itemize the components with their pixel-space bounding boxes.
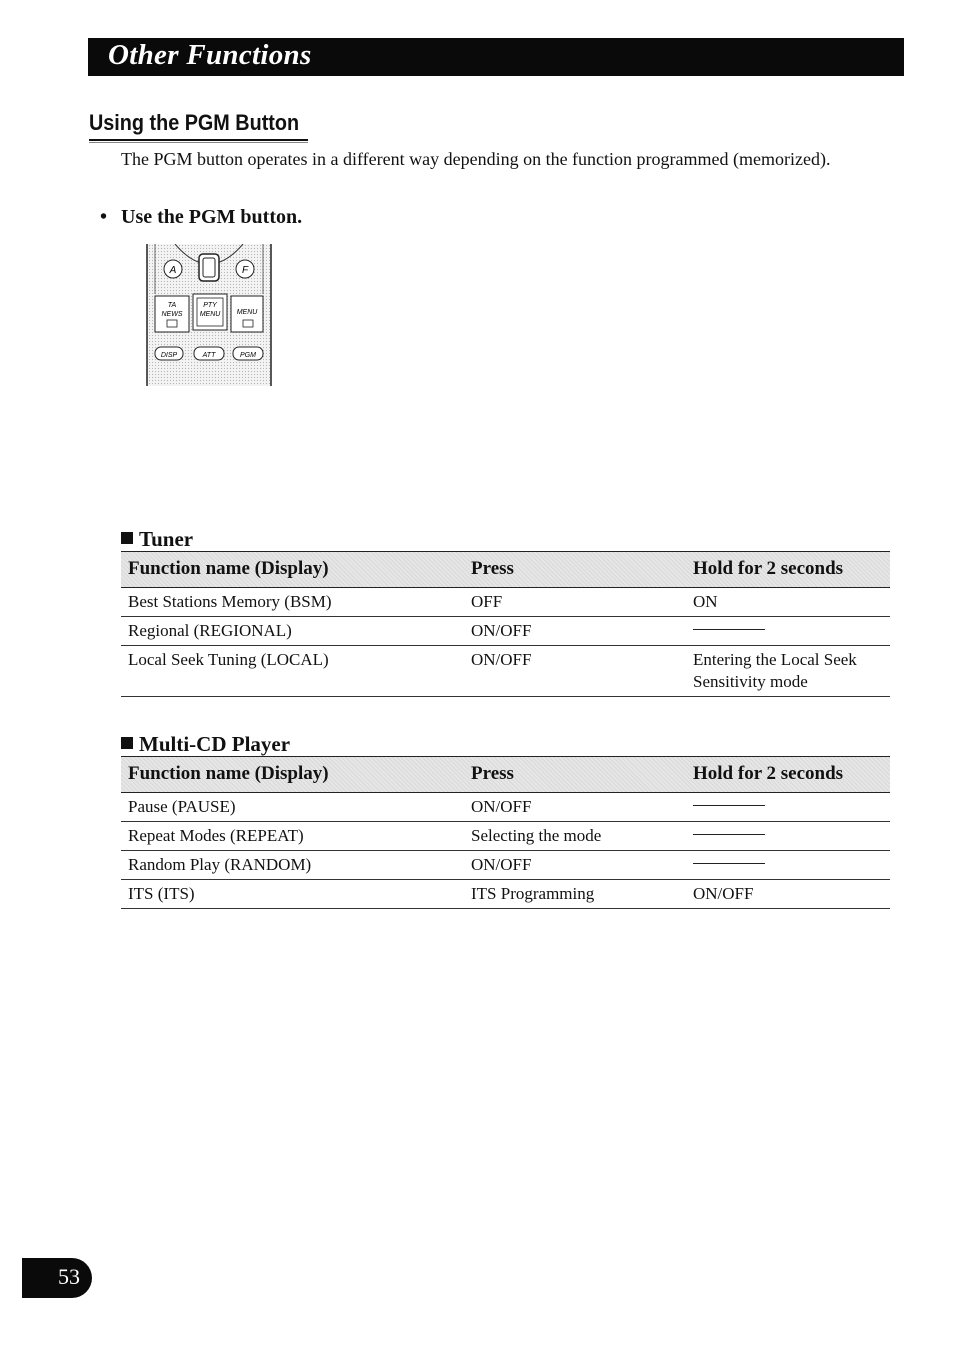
chapter-banner — [88, 38, 904, 76]
title-underline-shadow — [89, 142, 308, 143]
remote-control-illustration — [145, 244, 273, 386]
svg-text:ATT: ATT — [202, 352, 216, 359]
page-number-tab — [22, 1258, 92, 1298]
dash-mark — [693, 629, 765, 630]
svg-text:PGM: PGM — [240, 352, 256, 359]
att-button-icon — [194, 347, 224, 360]
svg-text:A: A — [169, 265, 177, 276]
tuner-table — [121, 551, 890, 697]
table-row — [121, 617, 890, 646]
cell-hold: ON/OFF — [693, 884, 754, 903]
title-underline — [89, 139, 308, 141]
cell-hold-empty — [693, 854, 765, 876]
cell-press: ON/OFF — [471, 650, 532, 669]
dash-mark — [693, 834, 765, 835]
cell-hold: ON — [693, 592, 718, 611]
cell-function-name: ITS (ITS) — [128, 884, 195, 903]
tuner-table-header — [121, 551, 890, 588]
cell-function-name: Regional (REGIONAL) — [128, 621, 292, 640]
chapter-title: Other Functions — [108, 39, 312, 71]
header-function-name: Function name (Display) — [128, 558, 329, 579]
cell-press: ON/OFF — [471, 855, 532, 874]
svg-text:TA: TA — [167, 302, 177, 309]
svg-text:MENU: MENU — [236, 309, 258, 316]
cell-hold-empty — [693, 620, 765, 642]
ta-news-button-icon — [155, 296, 189, 332]
cell-function-name: Local Seek Tuning (LOCAL) — [128, 650, 329, 669]
pgm-button-icon — [233, 347, 263, 360]
f-button-icon — [236, 260, 254, 278]
square-bullet-icon — [121, 737, 133, 749]
svg-text:PTY: PTY — [203, 302, 217, 309]
header-hold: Hold for 2 seconds — [693, 763, 844, 784]
multicd-heading — [121, 732, 290, 757]
cell-hold-empty — [693, 796, 765, 818]
svg-text:MENU: MENU — [199, 311, 221, 318]
cell-function-name: Pause (PAUSE) — [128, 797, 236, 816]
disp-button-icon — [155, 347, 183, 360]
cell-hold-empty — [693, 825, 765, 847]
table-row — [121, 588, 890, 617]
dash-mark — [693, 805, 765, 806]
cell-press: ITS Programming — [471, 884, 595, 903]
joystick-icon — [199, 254, 219, 281]
bullet-icon: • — [100, 206, 108, 228]
square-bullet-icon — [121, 532, 133, 544]
table-row — [121, 880, 890, 909]
tuner-heading-text: Tuner — [139, 527, 194, 551]
header-function-name: Function name (Display) — [128, 763, 329, 784]
header-press: Press — [471, 763, 514, 784]
header-hold: Hold for 2 seconds — [693, 558, 844, 579]
dash-mark — [693, 863, 765, 864]
multicd-heading-text: Multi-CD Player — [139, 732, 291, 756]
table-row — [121, 851, 890, 880]
table-row — [121, 646, 890, 697]
multicd-table-header — [121, 756, 890, 793]
menu-button-icon — [231, 296, 263, 332]
svg-text:DISP: DISP — [160, 352, 178, 359]
table-row — [121, 793, 890, 822]
table-row — [121, 822, 890, 851]
cell-press: OFF — [471, 592, 503, 611]
pty-menu-button-icon — [193, 294, 227, 330]
cell-hold: Entering the Local Seek Sensitivity mode — [693, 650, 857, 691]
multicd-table — [121, 756, 890, 909]
cell-function-name: Random Play (RANDOM) — [128, 855, 312, 874]
page-number: 53 — [58, 1264, 80, 1289]
header-press: Press — [471, 558, 514, 579]
cell-function-name: Repeat Modes (REPEAT) — [128, 826, 304, 845]
svg-text:F: F — [241, 265, 249, 276]
tuner-heading — [121, 527, 193, 552]
section-title: Using the PGM Button — [89, 110, 300, 135]
cell-press: ON/OFF — [471, 797, 532, 816]
cell-press: Selecting the mode — [471, 826, 602, 845]
cell-press: ON/OFF — [471, 621, 532, 640]
cell-function-name: Best Stations Memory (BSM) — [128, 592, 332, 611]
step-text: Use the PGM button. — [121, 206, 303, 228]
instruction-step — [100, 206, 302, 229]
a-button-icon — [164, 260, 182, 278]
intro-paragraph: The PGM button operates in a different way depending on the function programmed (memorized). — [121, 149, 831, 169]
svg-text:NEWS: NEWS — [161, 311, 183, 318]
